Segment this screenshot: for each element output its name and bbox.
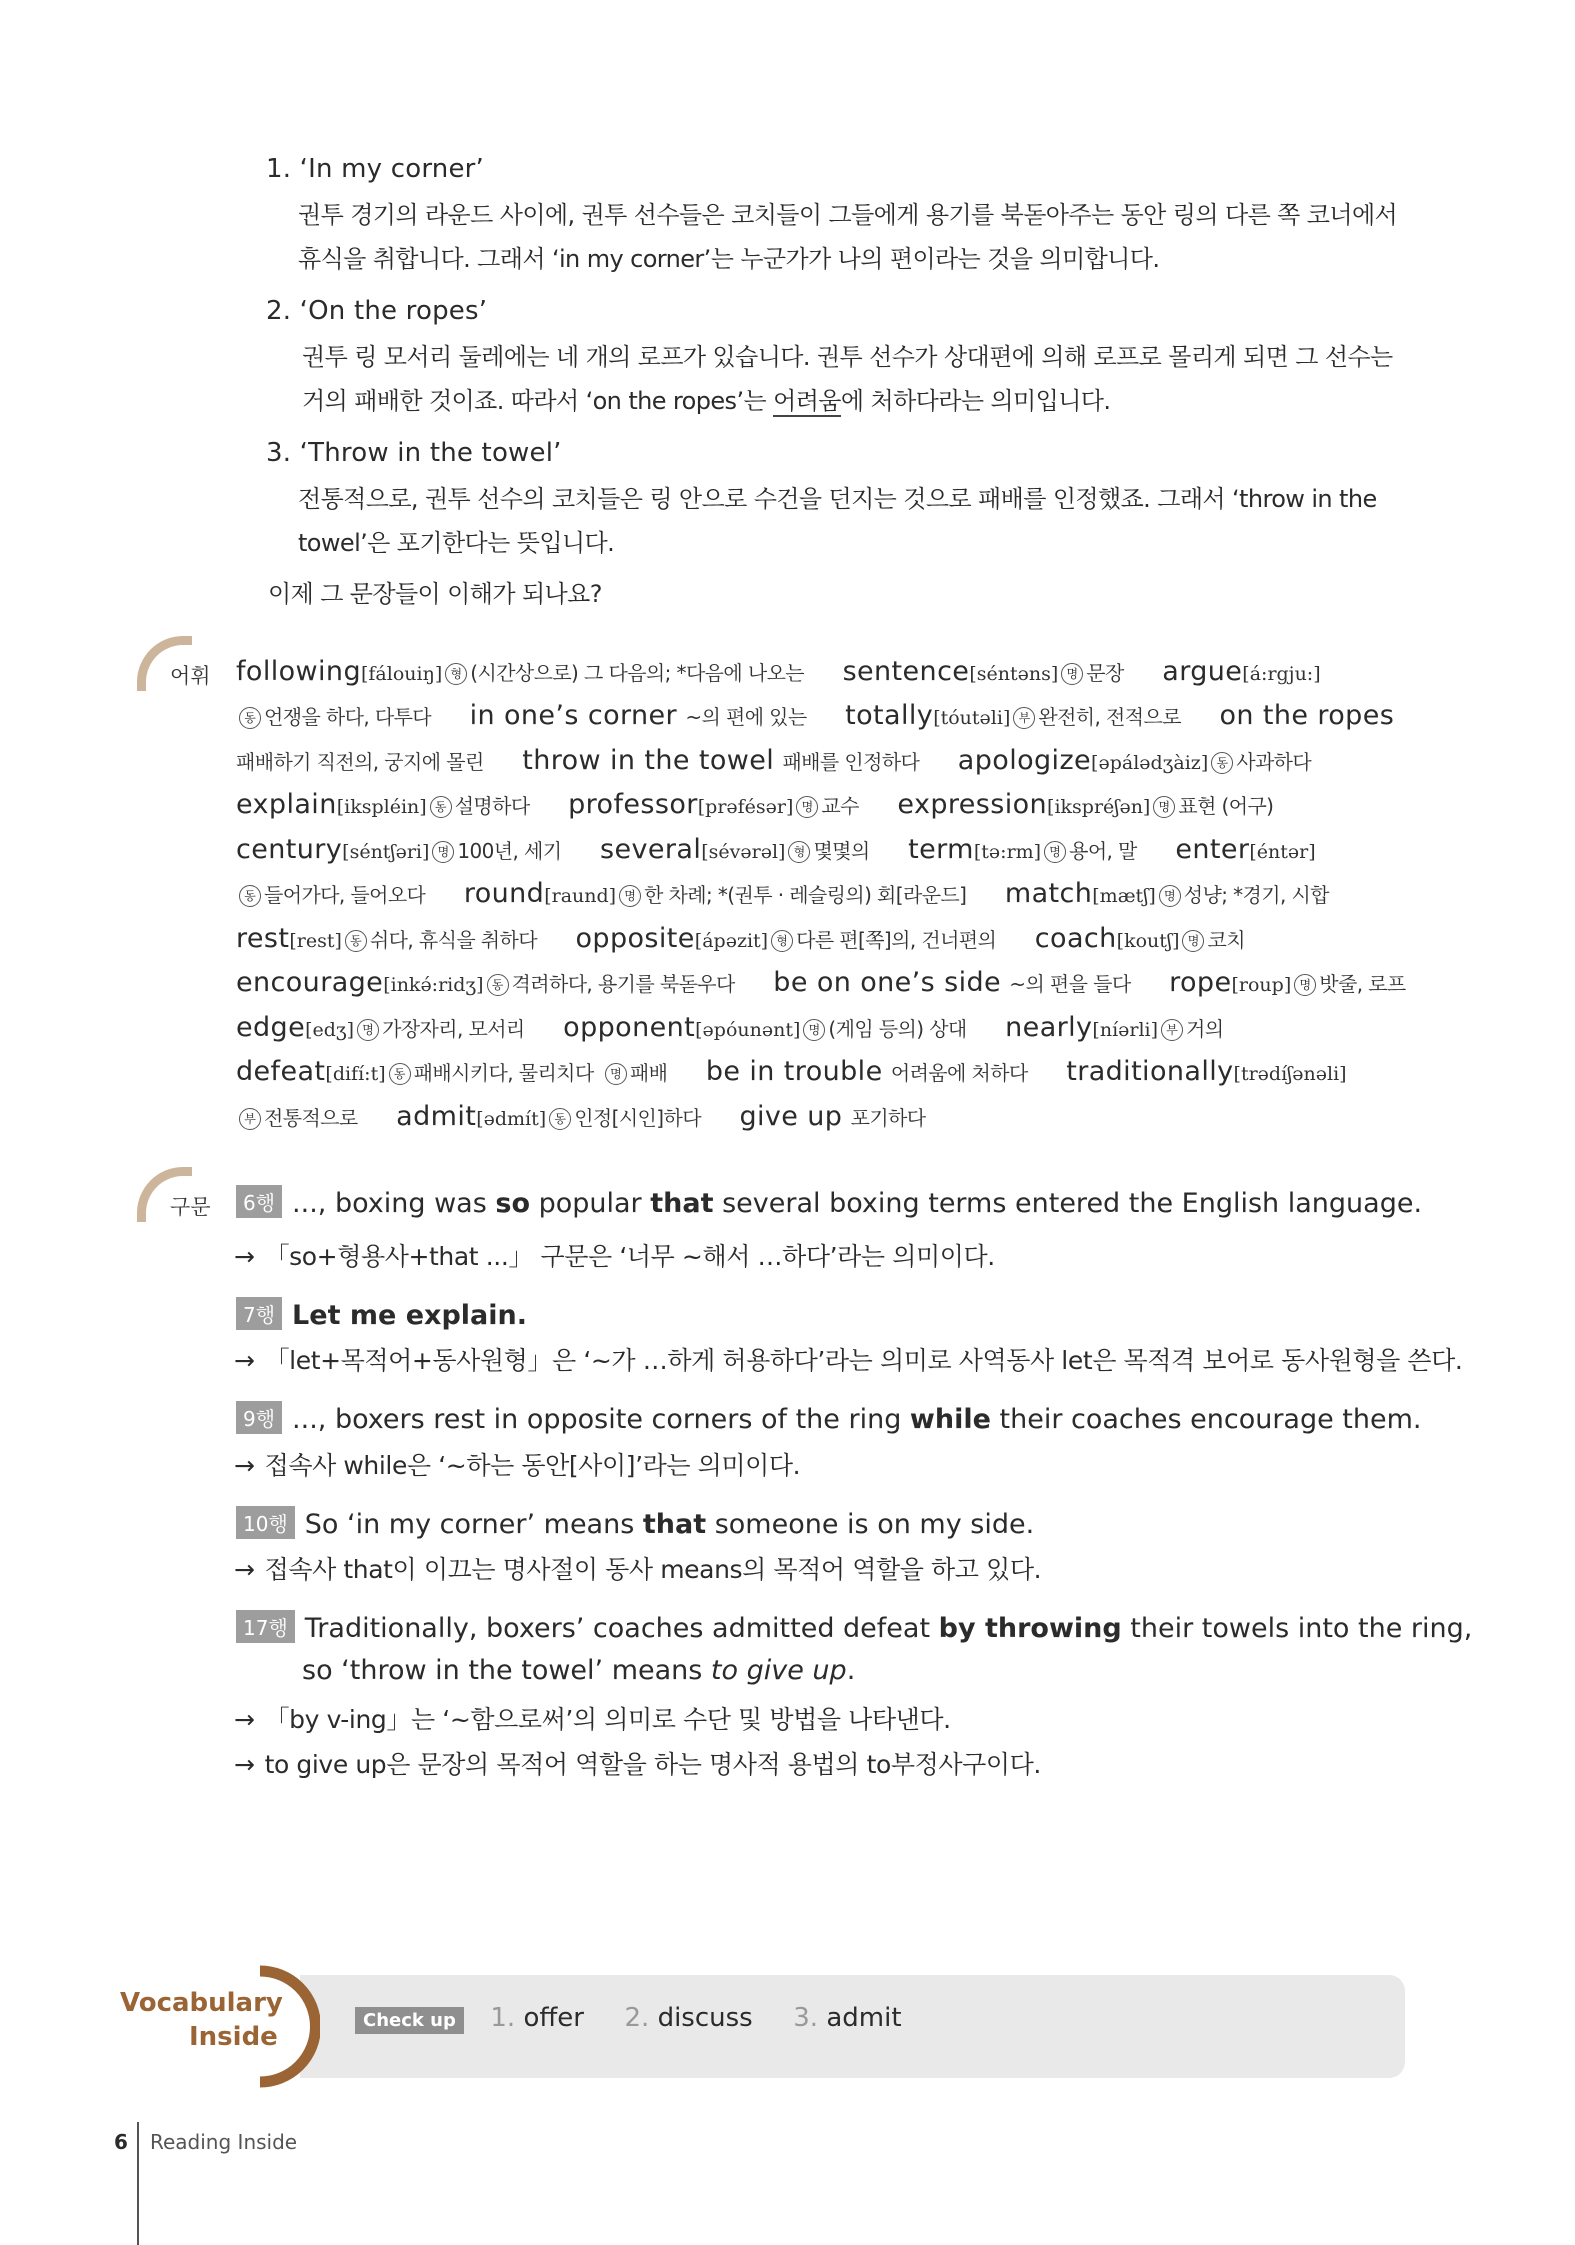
pos-icon: 동 [1211,752,1233,774]
vocab-phonetic: [difí:t] [325,1063,386,1085]
vocab-meaning: 전통적으로 [264,1106,358,1130]
syntax-label: 구문 [170,1195,211,1219]
pos-icon: 동 [549,1108,571,1130]
vocab-phonetic: [níərli] [1092,1019,1159,1041]
vocab-word: century [236,834,343,865]
vocab-word: edge [236,1012,306,1043]
page-number: 6 [114,2130,128,2154]
vocab-line-3 [236,745,1311,776]
vocab-phonetic: [inkə́:ridʒ] [383,974,484,996]
pos-icon: 명 [1061,663,1083,685]
vocab-word: following [236,656,361,687]
answer-num: 1. [490,2003,516,2033]
pos-icon: 명 [796,796,818,818]
vocab-word: defeat [236,1056,326,1087]
vocab-meaning: ~의 편에 있는 [685,705,807,729]
vocab-word: enter [1175,834,1250,865]
line-tag: 9행 [236,1401,282,1434]
vocab-word: be on one’s side [773,967,1002,998]
vocab-phonetic: [prəfésər] [697,796,794,818]
syntax-note: → 「let+목적어+동사원형」은 ‘~가 …하게 허용하다’라는 의미로 사역동사 let은 목적격 보어로 동사원형을 쓴다. [234,1346,1463,1375]
pos-icon: 명 [1044,841,1066,863]
checkup-badge: Check up [355,2007,464,2034]
vocab-word: argue [1162,656,1243,687]
vocab-meaning: 코치 [1207,928,1245,952]
vocab-meaning: 패배하기 직전의, 궁지에 몰린 [236,750,484,774]
book-title: Reading Inside [150,2130,298,2154]
item-3-title: 3. ‘Throw in the towel’ [266,438,562,468]
vocab-word: give up [739,1101,843,1132]
item-1-line-1: 권투 경기의 라운드 사이에, 권투 선수들은 코치들이 그들에게 용기를 북돋아주는 동안 링의 다른 쪽 코너에서 [298,201,1398,229]
item-2-line-1: 권투 링 모서리 둘레에는 네 개의 로프가 있습니다. 권투 선수가 상대편에 의해 로프로 몰리게 되면 그 선수는 [302,343,1393,371]
vocab-meaning: 다른 편[쪽]의, 건너편의 [796,928,997,952]
vocab-word: several [600,834,702,865]
answer-num: 2. [624,2003,650,2033]
vocab-word: nearly [1005,1012,1093,1043]
pos-icon: 형 [771,930,793,952]
answer-word: admit [826,2003,902,2033]
pos-icon: 부 [1013,707,1035,729]
pos-icon: 부 [1161,1019,1183,1041]
answer-word: discuss [657,2003,753,2033]
vocab-phonetic: [ikspléin] [336,796,427,818]
checkup-row [355,2003,902,2034]
vocab-word: opposite [575,923,695,954]
vocab-phonetic: [ápəzit] [694,930,769,952]
vocab-meaning: 언쟁을 하다, 다투다 [264,705,432,729]
vocab-line-8 [236,967,1406,998]
syntax-sentence: 7행 Let me explain. [236,1297,527,1331]
item-3-line-2: towel’은 포기한다는 뜻입니다. [298,529,615,557]
vocab-word: professor [568,789,698,820]
vocab-phonetic: [koutʃ] [1116,930,1180,952]
item-2-line-2 [302,379,1110,423]
vocab-phonetic: [trədíʃənəli] [1233,1063,1347,1085]
vocab-phonetic: [fálouiŋ] [360,663,443,685]
vocab-phonetic: [əpálədʒàiz] [1091,752,1209,774]
pos-icon: 동 [389,1063,411,1085]
vocab-word: expression [897,789,1048,820]
vocab-phonetic: [tóutəli] [933,707,1011,729]
vocab-word: coach [1034,923,1117,954]
vocab-meaning: (시간상으로) 그 다음의; *다음에 나오는 [470,661,805,685]
vocab-meaning: 용어, 말 [1069,839,1137,863]
vocab-meaning: (게임 등의) 상대 [828,1017,967,1041]
vocab-line-1 [236,656,1321,687]
vocab-meaning: 몇몇의 [813,839,870,863]
vocab-word: throw in the towel [522,745,775,776]
vocab-line-11 [236,1101,925,1132]
pos-icon: 명 [1159,885,1181,907]
pos-icon: 명 [803,1019,825,1041]
line-tag: 17행 [236,1610,295,1643]
vocabulary-label: 어휘 [170,664,211,688]
item-1-title: 1. ‘In my corner’ [266,154,484,184]
item-2-title: 2. ‘On the ropes’ [266,296,488,326]
pos-icon: 동 [239,707,261,729]
arrow-icon: → [234,1705,255,1734]
vocab-line-2 [236,700,1394,731]
vocab-meaning: 교수 [821,794,859,818]
vocab-line-5 [236,834,1316,865]
vocab-meaning: 가장자리, 모서리 [382,1017,525,1041]
pos-icon: 명 [605,1063,627,1085]
vocab-word: rope [1169,967,1232,998]
vocab-meaning: 밧줄, 로프 [1319,972,1406,996]
pos-icon: 형 [788,841,810,863]
vocab-word: rest [236,923,290,954]
vocab-word: encourage [236,967,384,998]
syntax-sentence-cont: so ‘throw in the towel’ means to give up. [302,1655,856,1686]
vocab-meaning: 패배 [629,1061,668,1085]
vocab-phonetic: [á:rgju:] [1242,663,1321,685]
underlined-word: 어려움 [773,387,841,415]
vocab-phonetic: [séntʃəri] [342,841,430,863]
syntax-note: → 접속사 while은 ‘~하는 동안[사이]’라는 의미이다. [234,1451,801,1480]
vocab-meaning: 패배를 인정하다 [782,750,920,774]
vocab-meaning: 패배시키다, 물리치다 [413,1061,594,1085]
vocab-line-10 [236,1056,1347,1087]
vocab-phonetic: [rest] [289,930,342,952]
item-1-line-2: 휴식을 취합니다. 그래서 ‘in my corner’는 누군가가 나의 편이라는 것을 의미합니다. [298,245,1160,273]
vocab-phonetic: [séntəns] [969,663,1059,685]
syntax-note: → to give up은 문장의 목적어 역할을 하는 명사적 용법의 to부정사구이다. [234,1750,1041,1779]
vocab-meaning: 들어가다, 들어오다 [264,883,426,907]
syntax-note: → 「by v-ing」는 ‘~함으로써’의 의미로 수단 및 방법을 나타낸다. [234,1705,951,1734]
pos-icon: 명 [432,841,454,863]
vocab-line-9 [236,1012,1224,1043]
vocab-word: totally [845,700,934,731]
item-2-line-2-text: 거의 패배한 것이죠. 따라서 ‘on the ropes’는 [302,387,767,415]
pos-icon: 명 [1182,930,1204,952]
vocab-meaning: 표현 (어구) [1178,794,1274,818]
vocab-meaning: 거의 [1186,1017,1224,1041]
vocab-phonetic: [ikspréʃən] [1047,796,1151,818]
vocab-phonetic: [roup] [1231,974,1292,996]
syntax-note: → 접속사 that이 이끄는 명사절이 동사 means의 목적어 역할을 하고 있다. [234,1555,1042,1584]
vocab-meaning: 인정[시인]하다 [574,1106,701,1130]
vocab-word: term [908,834,974,865]
vocab-meaning: 완전히, 전적으로 [1038,705,1181,729]
vocab-phonetic: [sévərəl] [701,841,786,863]
line-tag: 7행 [236,1297,282,1330]
pos-icon: 동 [487,974,509,996]
arrow-icon: → [234,1451,255,1480]
arrow-icon: → [234,1242,255,1271]
vocab-word: opponent [563,1012,696,1043]
vocab-meaning: ~의 편을 들다 [1009,972,1131,996]
vocab-meaning: 격려하다, 용기를 북돋우다 [511,972,735,996]
pos-icon: 부 [239,1108,261,1130]
syntax-sentence: 6행 ..., boxing was so popular that several boxing terms entered the English language. [236,1185,1422,1219]
arrow-icon: → [234,1555,255,1584]
arrow-icon: → [234,1346,255,1375]
vocab-inside-title-1: Vocabulary [120,1988,283,2018]
pos-icon: 형 [445,663,467,685]
vocab-word: on the ropes [1219,700,1395,731]
vocab-phonetic: [əpóunənt] [695,1019,801,1041]
footer-divider [137,2122,139,2245]
vocab-phonetic: [mætʃ] [1092,885,1156,907]
answer-num: 3. [793,2003,819,2033]
vocab-word: explain [236,789,337,820]
vocab-word: sentence [842,656,970,687]
item-3-line-1: 전통적으로, 권투 선수의 코치들은 링 안으로 수건을 던지는 것으로 패배를 인정했죠. 그래서 ‘throw in the [298,485,1377,513]
line-tag: 10행 [236,1506,295,1539]
vocab-meaning: 쉬다, 휴식을 취하다 [369,928,537,952]
vocab-phonetic: [raund] [544,885,617,907]
vocab-word: round [463,878,545,909]
pos-icon: 명 [357,1019,379,1041]
vocab-meaning: 성냥; *경기, 시합 [1183,883,1329,907]
syntax-sentence: 9행 ..., boxers rest in opposite corners of the ring while their coaches encourage them. [236,1401,1422,1435]
vocab-meaning: 100년, 세기 [457,839,562,863]
vocab-word: be in trouble [705,1056,883,1087]
vocab-phonetic: [ədmít] [476,1108,547,1130]
vocab-meaning: 어려움에 처하다 [890,1061,1028,1085]
vocab-word: admit [396,1101,477,1132]
syntax-sentence: 10행 So ‘in my corner’ means that someone is on my side. [236,1506,1034,1540]
line-tag: 6행 [236,1185,282,1218]
vocab-line-6 [236,878,1329,909]
vocab-inside-title-2: Inside [189,2022,278,2052]
vocab-meaning: 사과하다 [1236,750,1312,774]
vocab-line-4 [236,789,1273,820]
syntax-sentence: 17행 Traditionally, boxers’ coaches admitted defeat by throwing their towels into the ring, [236,1610,1472,1644]
syntax-note: → 「so+형용사+that ...」 구문은 ‘너무 ~해서 …하다’라는 의미이다. [234,1242,995,1271]
vocab-meaning: 설명하다 [454,794,530,818]
vocab-meaning: 한 차례; *(권투 · 레슬링의) 회[라운드] [644,883,967,907]
closing-question: 이제 그 문장들이 이해가 되나요? [268,580,602,608]
vocab-word: traditionally [1066,1056,1234,1087]
vocab-phonetic: [tə:rm] [973,841,1042,863]
vocab-meaning: 문장 [1086,661,1124,685]
vocab-word: apologize [957,745,1092,776]
arrow-icon: → [234,1750,255,1779]
pos-icon: 명 [619,885,641,907]
vocab-phonetic: [edʒ] [305,1019,355,1041]
vocab-phonetic: [éntər] [1249,841,1316,863]
vocab-meaning: 포기하다 [850,1106,926,1130]
vocab-word: in one’s corner [469,700,678,731]
pos-icon: 동 [345,930,367,952]
pos-icon: 명 [1153,796,1175,818]
vocab-line-7 [236,923,1245,954]
answer-word: offer [523,2003,584,2033]
pos-icon: 동 [239,885,261,907]
vocab-word: match [1004,878,1093,909]
pos-icon: 동 [430,796,452,818]
item-2-line-2-end: 에 처하다라는 의미입니다. [840,387,1111,415]
pos-icon: 명 [1294,974,1316,996]
